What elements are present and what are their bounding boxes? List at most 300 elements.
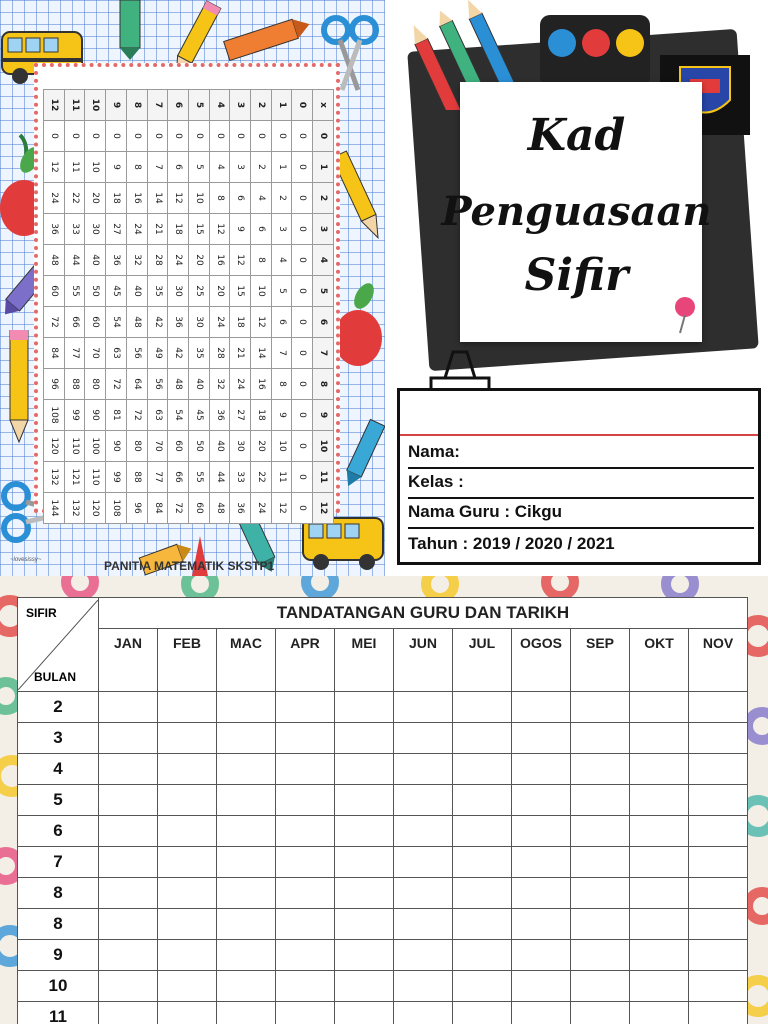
signature-cell[interactable] [394, 754, 453, 785]
signature-cell[interactable] [689, 816, 748, 847]
mult-table-cell [85, 152, 106, 183]
signature-cell[interactable] [99, 816, 158, 847]
mult-table-value: 90 [90, 409, 101, 421]
signature-cell[interactable] [217, 692, 276, 723]
mult-table-value: 45 [193, 409, 204, 421]
mult-table-value: 28 [214, 347, 225, 359]
signature-cell[interactable] [99, 940, 158, 971]
signature-cell[interactable] [99, 754, 158, 785]
year-field[interactable]: Tahun : 2019 / 2020 / 2021 [408, 534, 615, 553]
signature-cell[interactable] [571, 847, 630, 878]
mult-table-cell [147, 369, 168, 400]
signature-cell[interactable] [158, 971, 217, 1002]
mult-table-value: 24 [255, 502, 266, 514]
mult-table-value: 27 [235, 409, 246, 421]
mult-table-cell [230, 183, 251, 214]
mult-table-cell [292, 307, 313, 338]
mult-table-value: 11 [69, 98, 80, 112]
mult-table-cell [85, 90, 106, 121]
mult-table-cell [292, 90, 313, 121]
mult-table-cell [168, 183, 189, 214]
mult-table-cell [230, 369, 251, 400]
mult-table-cell [85, 214, 106, 245]
mult-table-cell [230, 431, 251, 462]
mult-table-value: 36 [235, 502, 246, 514]
signature-cell[interactable] [335, 692, 394, 723]
signature-cell[interactable] [512, 878, 571, 909]
mult-table-value: 84 [48, 347, 59, 359]
mult-table-value: 22 [255, 471, 266, 483]
signature-cell[interactable] [512, 971, 571, 1002]
signature-cell[interactable] [217, 754, 276, 785]
signature-cell[interactable] [571, 723, 630, 754]
mult-table-cell [209, 152, 230, 183]
signature-cell[interactable] [276, 847, 335, 878]
signature-cell[interactable] [335, 1002, 394, 1024]
signature-cell[interactable] [99, 1002, 158, 1024]
signature-cell[interactable] [99, 909, 158, 940]
signature-cell[interactable] [453, 785, 512, 816]
signature-cell[interactable] [689, 878, 748, 909]
signature-cell[interactable] [394, 692, 453, 723]
signature-cell[interactable] [99, 847, 158, 878]
mult-table-cell [126, 90, 147, 121]
mult-table-cell [106, 214, 127, 245]
mult-table-cell [251, 400, 272, 431]
signature-cell[interactable] [276, 754, 335, 785]
signature-cell[interactable] [571, 878, 630, 909]
mult-table-value: 0 [69, 133, 80, 139]
signature-cell[interactable] [394, 816, 453, 847]
signature-cell[interactable] [571, 816, 630, 847]
mult-table-cell [168, 245, 189, 276]
mult-table-value: 0 [131, 133, 142, 139]
signature-cell[interactable] [571, 754, 630, 785]
mult-table-row [44, 462, 334, 493]
signature-cell[interactable] [99, 785, 158, 816]
multiplication-table [43, 89, 334, 524]
signature-cell[interactable] [158, 847, 217, 878]
mult-table-cell [147, 90, 168, 121]
mult-table-value: 33 [69, 223, 80, 235]
signature-cell[interactable] [217, 785, 276, 816]
signature-cell[interactable] [335, 785, 394, 816]
mult-table-cell [44, 338, 65, 369]
signature-cell[interactable] [630, 1002, 689, 1024]
mult-table-value: 3 [276, 226, 287, 232]
mult-table-value: 6 [173, 101, 184, 109]
signature-cell[interactable] [276, 723, 335, 754]
signature-cell[interactable] [630, 754, 689, 785]
mult-table-value: 7 [276, 350, 287, 356]
signature-cell[interactable] [335, 754, 394, 785]
mult-table-value: 44 [214, 471, 225, 483]
mult-table-cell [292, 493, 313, 524]
mult-table-value: 2 [255, 164, 266, 170]
mult-table-cell [209, 400, 230, 431]
signature-cell[interactable] [158, 909, 217, 940]
mult-table-cell [147, 400, 168, 431]
mult-table-cell [147, 214, 168, 245]
signature-cell[interactable] [158, 754, 217, 785]
mult-table-value: 45 [110, 285, 121, 297]
signature-cell[interactable] [512, 692, 571, 723]
mult-table-value: 10 [318, 439, 329, 453]
mult-table-value: 20 [214, 285, 225, 297]
signature-cell[interactable] [453, 816, 512, 847]
mult-table-cell [313, 121, 334, 152]
signature-cell[interactable] [453, 847, 512, 878]
signature-cell[interactable] [276, 785, 335, 816]
signature-cell[interactable] [453, 692, 512, 723]
signature-cell[interactable] [99, 878, 158, 909]
signature-cell[interactable] [571, 940, 630, 971]
mult-table-value: 0 [297, 412, 308, 418]
signature-cell[interactable] [453, 1002, 512, 1024]
signature-cell[interactable] [453, 971, 512, 1002]
signature-cell[interactable] [276, 971, 335, 1002]
name-field[interactable]: Nama: [408, 437, 754, 469]
mult-table-cell [106, 90, 127, 121]
signature-cell[interactable] [217, 940, 276, 971]
signature-cell[interactable] [394, 878, 453, 909]
mult-table-value: 32 [131, 254, 142, 266]
signature-cell[interactable] [335, 940, 394, 971]
mult-table-cell [106, 183, 127, 214]
mult-table-cell [106, 307, 127, 338]
signature-cell[interactable] [276, 1002, 335, 1024]
crayon-icon [220, 12, 315, 67]
mult-table-value: 81 [110, 409, 121, 421]
mult-table-cell [126, 400, 147, 431]
signature-cell[interactable] [453, 940, 512, 971]
mult-table-value: 10 [193, 192, 204, 204]
mult-table-value: 0 [297, 474, 308, 480]
signature-cell[interactable] [217, 816, 276, 847]
signature-cell[interactable] [335, 971, 394, 1002]
signature-cell[interactable] [571, 692, 630, 723]
mult-table-value: 16 [214, 254, 225, 266]
signature-cell[interactable] [453, 754, 512, 785]
signature-cell[interactable] [571, 909, 630, 940]
signature-cell[interactable] [512, 754, 571, 785]
signature-cell[interactable] [158, 878, 217, 909]
signature-cell[interactable] [689, 909, 748, 940]
signature-cell[interactable] [158, 816, 217, 847]
mult-table-value: 5 [193, 164, 204, 170]
signature-cell[interactable] [689, 971, 748, 1002]
mult-table-value: 16 [255, 378, 266, 390]
mult-table-cell [126, 307, 147, 338]
mult-table-value: 108 [48, 406, 59, 424]
mult-table-value: 80 [131, 440, 142, 452]
signature-row [18, 878, 748, 909]
signature-cell[interactable] [394, 785, 453, 816]
mult-table-cell [230, 245, 251, 276]
signature-cell[interactable] [630, 785, 689, 816]
signature-cell[interactable] [571, 785, 630, 816]
mult-table-value: 21 [152, 223, 163, 235]
mult-table-cell [271, 462, 292, 493]
mult-table-cell [271, 307, 292, 338]
mult-table-cell [251, 276, 272, 307]
signature-cell[interactable] [158, 723, 217, 754]
mult-table-value: 4 [318, 256, 329, 264]
signature-cell[interactable] [158, 940, 217, 971]
signature-cell[interactable] [689, 785, 748, 816]
mult-table-cell [271, 431, 292, 462]
mult-table-value: 88 [69, 378, 80, 390]
mult-table-cell [64, 338, 85, 369]
mult-table-value: 0 [193, 133, 204, 139]
mult-table-cell [188, 276, 209, 307]
signature-cell[interactable] [689, 692, 748, 723]
mult-table-cell [292, 400, 313, 431]
mult-table-value: 6 [318, 318, 329, 326]
crayon-icon [110, 0, 150, 60]
mult-table-cell [188, 307, 209, 338]
mult-table-value: 20 [193, 254, 204, 266]
signature-cell[interactable] [571, 971, 630, 1002]
mult-table-row [44, 400, 334, 431]
mult-table-value: 99 [69, 409, 80, 421]
mult-table-value: 40 [193, 378, 204, 390]
signature-cell[interactable] [335, 847, 394, 878]
mult-table-cell [126, 183, 147, 214]
row-label: 2 [18, 692, 99, 723]
signature-cell[interactable] [453, 909, 512, 940]
signature-cell[interactable] [630, 692, 689, 723]
mult-table-value: 5 [193, 101, 204, 109]
mult-table-value: 25 [193, 285, 204, 297]
signature-heading: TANDATANGAN GURU DAN TARIKH [99, 598, 748, 629]
signature-cell[interactable] [689, 1002, 748, 1024]
mult-table-value: 72 [110, 378, 121, 390]
row-label: 6 [18, 816, 99, 847]
signature-cell[interactable] [335, 816, 394, 847]
signature-cell[interactable] [394, 909, 453, 940]
mult-table-cell [188, 400, 209, 431]
signature-cell[interactable] [512, 909, 571, 940]
mult-table-value: 60 [193, 502, 204, 514]
signature-cell[interactable] [453, 878, 512, 909]
mult-table-cell [147, 493, 168, 524]
mult-table-cell [209, 183, 230, 214]
signature-cell[interactable] [394, 1002, 453, 1024]
mult-table-value: 16 [131, 192, 142, 204]
signature-cell[interactable] [276, 909, 335, 940]
mult-table-value: 12 [255, 316, 266, 328]
mult-table-value: 40 [214, 440, 225, 452]
mult-table-value: 60 [173, 440, 184, 452]
signature-cell[interactable] [99, 692, 158, 723]
mult-table-row [44, 214, 334, 245]
signature-cell[interactable] [394, 940, 453, 971]
signature-cell[interactable] [630, 847, 689, 878]
mult-table-row [44, 90, 334, 121]
mult-table-value: 4 [276, 257, 287, 263]
mult-table-cell [313, 400, 334, 431]
mult-table-value: 0 [276, 133, 287, 139]
row-label: 4 [18, 754, 99, 785]
signature-cell[interactable] [335, 909, 394, 940]
mult-table-value: 40 [90, 254, 101, 266]
mult-table-cell [106, 369, 127, 400]
signature-cell[interactable] [630, 909, 689, 940]
mult-table-value: 121 [69, 468, 80, 486]
paint-palette-icon [540, 15, 650, 87]
signature-cell[interactable] [571, 1002, 630, 1024]
mult-table-cell [106, 276, 127, 307]
class-field[interactable]: Kelas : [408, 467, 754, 499]
signature-cell[interactable] [512, 1002, 571, 1024]
mult-table-cell [188, 245, 209, 276]
signature-cell[interactable] [276, 878, 335, 909]
mult-table-value: 100 [90, 437, 101, 455]
signature-cell[interactable] [394, 971, 453, 1002]
mult-table-row [44, 493, 334, 524]
signature-cell[interactable] [276, 940, 335, 971]
mult-table-cell [188, 462, 209, 493]
signature-cell[interactable] [217, 878, 276, 909]
mult-table-cell [313, 245, 334, 276]
signature-cell[interactable] [630, 878, 689, 909]
mult-table-value: 96 [48, 378, 59, 390]
corner-box [18, 600, 98, 690]
mult-table-value: 48 [48, 254, 59, 266]
signature-cell[interactable] [689, 754, 748, 785]
mult-table-value: 12 [235, 254, 246, 266]
mult-table-cell [44, 183, 65, 214]
mult-table-value: 70 [152, 440, 163, 452]
row-label: 7 [18, 847, 99, 878]
signature-cell[interactable] [630, 940, 689, 971]
signature-cell[interactable] [512, 785, 571, 816]
mult-table-value: 0 [110, 133, 121, 139]
mult-table-cell [271, 245, 292, 276]
mult-table-cell [44, 245, 65, 276]
signature-cell[interactable] [512, 723, 571, 754]
signature-cell[interactable] [630, 723, 689, 754]
mult-table-row [44, 338, 334, 369]
mult-table-value: 12 [48, 98, 59, 112]
pencil-icon [333, 150, 385, 245]
mult-table-cell [126, 245, 147, 276]
mult-table-value: 0 [90, 133, 101, 139]
mult-table-value: 8 [276, 381, 287, 387]
row-label: 8 [18, 878, 99, 909]
mult-table-value: 18 [235, 316, 246, 328]
title-line-2: Penguasaan [441, 188, 712, 235]
signature-cell[interactable] [217, 971, 276, 1002]
mult-table-cell [64, 183, 85, 214]
mult-table-value: 22 [69, 192, 80, 204]
mult-table-value: 20 [90, 192, 101, 204]
signature-cell[interactable] [99, 723, 158, 754]
signature-cell[interactable] [512, 847, 571, 878]
signature-cell[interactable] [630, 971, 689, 1002]
signature-cell[interactable] [217, 1002, 276, 1024]
mult-table-row [44, 245, 334, 276]
signature-cell[interactable] [512, 940, 571, 971]
mult-table-value: 2 [276, 195, 287, 201]
mult-table-value: 0 [297, 133, 308, 139]
info-red-line [400, 434, 758, 436]
mult-table-value: 14 [152, 192, 163, 204]
mult-table-value: 0 [173, 133, 184, 139]
signature-cell[interactable] [217, 723, 276, 754]
mult-table-value: 60 [48, 285, 59, 297]
teacher-field[interactable]: Nama Guru : Cikgu [408, 497, 754, 529]
signature-cell[interactable] [276, 816, 335, 847]
mult-table-cell [126, 276, 147, 307]
signature-cell[interactable] [512, 816, 571, 847]
mult-table-value: x [318, 102, 329, 108]
mult-table-cell [64, 431, 85, 462]
mult-table-value: 66 [69, 316, 80, 328]
mult-table-cell [44, 214, 65, 245]
mult-table-cell [209, 369, 230, 400]
mult-table-value: 56 [152, 378, 163, 390]
signature-cell[interactable] [158, 692, 217, 723]
mult-table-cell [64, 152, 85, 183]
mult-table-cell [230, 121, 251, 152]
mult-table-cell [106, 493, 127, 524]
mult-table-value: 90 [110, 440, 121, 452]
signature-cell[interactable] [217, 847, 276, 878]
mult-table-value: 0 [297, 164, 308, 170]
signature-cell[interactable] [689, 723, 748, 754]
signature-cell[interactable] [217, 909, 276, 940]
signature-cell[interactable] [335, 878, 394, 909]
student-info-box [397, 388, 761, 565]
mult-table-value: 63 [110, 347, 121, 359]
mult-table-value: 8 [318, 380, 329, 388]
mult-table-value: 42 [152, 316, 163, 328]
signature-cell[interactable] [689, 847, 748, 878]
mult-table-row [44, 431, 334, 462]
signature-cell[interactable] [630, 816, 689, 847]
mult-table-value: 0 [152, 133, 163, 139]
mult-table-value: 0 [235, 133, 246, 139]
signature-cell[interactable] [158, 1002, 217, 1024]
mult-table-value: 0 [297, 381, 308, 387]
mult-table-cell [126, 462, 147, 493]
mult-table-cell [188, 369, 209, 400]
mult-table-value: 0 [297, 195, 308, 201]
mult-table-value: 110 [69, 437, 80, 455]
mult-table-cell [44, 369, 65, 400]
signature-cell[interactable] [158, 785, 217, 816]
mult-table-cell [292, 338, 313, 369]
mult-table-cell [292, 245, 313, 276]
signature-cell[interactable] [335, 723, 394, 754]
mult-table-cell [251, 183, 272, 214]
signature-cell[interactable] [453, 723, 512, 754]
signature-cell[interactable] [394, 847, 453, 878]
signature-cell[interactable] [99, 971, 158, 1002]
signature-cell[interactable] [394, 723, 453, 754]
signature-row [18, 940, 748, 971]
mult-table-cell [64, 90, 85, 121]
signature-cell[interactable] [689, 940, 748, 971]
mult-table-row [44, 369, 334, 400]
mult-table-cell [147, 307, 168, 338]
push-pin-icon [672, 295, 698, 335]
mult-table-value: 54 [110, 316, 121, 328]
signature-cell[interactable] [276, 692, 335, 723]
mult-table-value: 88 [131, 471, 142, 483]
